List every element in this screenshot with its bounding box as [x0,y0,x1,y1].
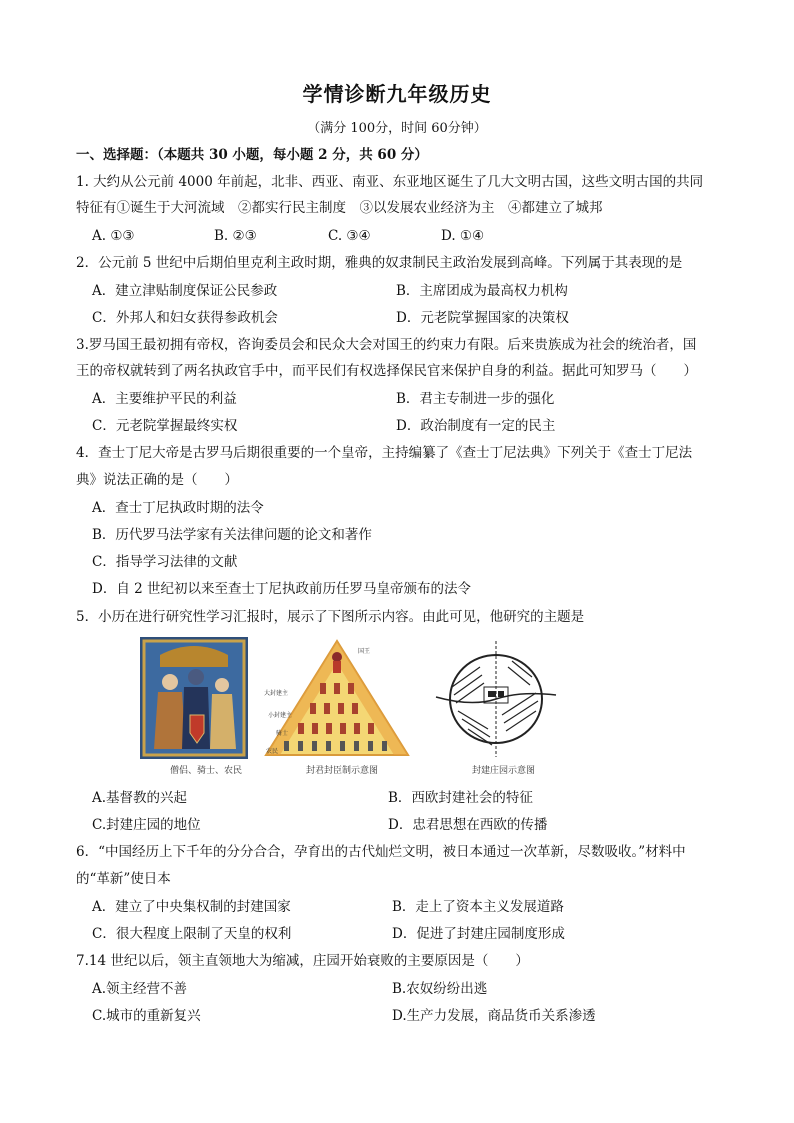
q4-stem-line2: 典》说法正确的是（ ） [76,472,238,488]
q3-stem-line1: 3.罗马国王最初拥有帝权，咨询委员会和民众大会对国王的约束力有限。后来贵族成为社会的统治者，国 [76,337,697,353]
q1-option-b: B. ②③ [214,228,257,244]
section-heading: 一、选择题：（本题共 30 小题，每小题 2 分，共 60 分） [76,147,428,163]
manor-plan-diagram [432,637,560,759]
q1-stem-line2: 特征有①诞生于大河流域 ②都实行民主制度 ③以发展农业经济为主 ④都建立了城邦 [76,200,603,216]
q6-option-d: D．促进了封建庄园制度形成 [392,926,565,942]
q2-option-a: A．建立津贴制度保证公民参政 [92,283,278,299]
q6-option-b: B．走上了资本主义发展道路 [392,899,564,915]
q5-option-c: C.封建庄园的地位 [92,817,201,833]
caption-figure1: 僧侣、骑士、农民 [170,766,243,776]
q7-option-b: B.农奴纷纷出逃 [392,981,488,997]
q5-stem: 5．小历在进行研究性学习汇报时，展示了下图所示内容。由此可见，他研究的主题是 [76,609,585,625]
pyramid-label-peasant: 农民 [266,748,279,755]
q7-stem: 7.14 世纪以后，领主直领地大为缩减，庄园开始衰败的主要原因是（ ） [76,953,529,969]
pyramid-label-king: 国王 [358,648,371,655]
q6-option-a: A．建立了中央集权制的封建国家 [92,899,291,915]
q3-option-a: A．主要维护平民的利益 [92,391,237,407]
q2-option-c: C．外邦人和妇女获得参政机会 [92,310,278,326]
pyramid-label-minor-lord: 小封建主 [268,712,293,719]
q1-option-a: A. ①③ [92,228,135,244]
q7-option-d: D.生产力发展，商品货币关系渗透 [392,1008,596,1024]
exam-subtitle: （满分 100分，时间 60分钟） [307,121,487,136]
q4-option-c: C．指导学习法律的文献 [92,554,238,570]
q2-option-d: D．元老院掌握国家的决策权 [396,310,569,326]
pyramid-label-great-lord: 大封建主 [264,690,289,697]
q7-option-a: A.领主经营不善 [92,981,188,997]
q6-stem-line1: 6．“中国经历上下千年的分分合合，孕育出的古代灿烂文明，被日本通过一次革新，尽数吸收。”材料中 [76,844,686,860]
q5-option-a: A.基督教的兴起 [92,790,188,806]
q1-stem-line1: 1. 大约从公元前 4000 年前起，北非、西亚、南亚、东亚地区诞生了几大文明古国，这些文明古国的共同 [76,174,704,190]
q6-stem-line2: 的“革新”使日本 [76,871,171,887]
q4-option-d: D．自 2 世纪初以来至查士丁尼执政前历任罗马皇帝颁布的法令 [92,581,471,597]
q7-option-c: C.城市的重新复兴 [92,1008,201,1024]
exam-title: 学情诊断九年级历史 [302,82,492,106]
q3-option-b: B．君主专制进一步的强化 [396,391,555,407]
q4-stem-line1: 4．查士丁尼大帝是古罗马后期很重要的一个皇帝，主持编纂了《查士丁尼法典》下列关于《查士丁尼法 [76,445,693,461]
q2-option-b: B．主席团成为最高权力机构 [396,283,568,299]
pyramid-label-knight: 骑士 [276,730,289,737]
caption-figure2: 封君封臣制示意图 [306,766,379,776]
caption-figure3: 封建庄园示意图 [472,766,536,776]
q5-figures [140,637,570,777]
q4-option-a: A．查士丁尼执政时期的法令 [92,500,264,516]
q3-option-d: D．政治制度有一定的民主 [396,418,556,434]
q4-option-b: B．历代罗马法学家有关法律问题的论文和著作 [92,527,372,543]
q3-option-c: C．元老院掌握最终实权 [92,418,238,434]
q3-stem-line2: 王的帝权就转到了两名执政官手中，而平民们有权选择保民官来保护自身的利益。据此可知罗马（ ） [76,363,697,379]
q1-option-c: C. ③④ [328,228,371,244]
q5-option-d: D．忠君思想在西欧的传播 [388,817,548,833]
q6-option-c: C．很大程度上限制了天皇的权利 [92,926,292,942]
q2-stem: 2．公元前 5 世纪中后期伯里克利主政时期，雅典的奴隶制民主政治发展到高峰。下列属于其表现的是 [76,255,683,271]
feudal-pyramid-diagram [262,637,412,759]
q5-option-b: B．西欧封建社会的特征 [388,790,533,806]
q1-option-d: D. ①④ [441,228,485,244]
medieval-manuscript-image [140,637,248,759]
